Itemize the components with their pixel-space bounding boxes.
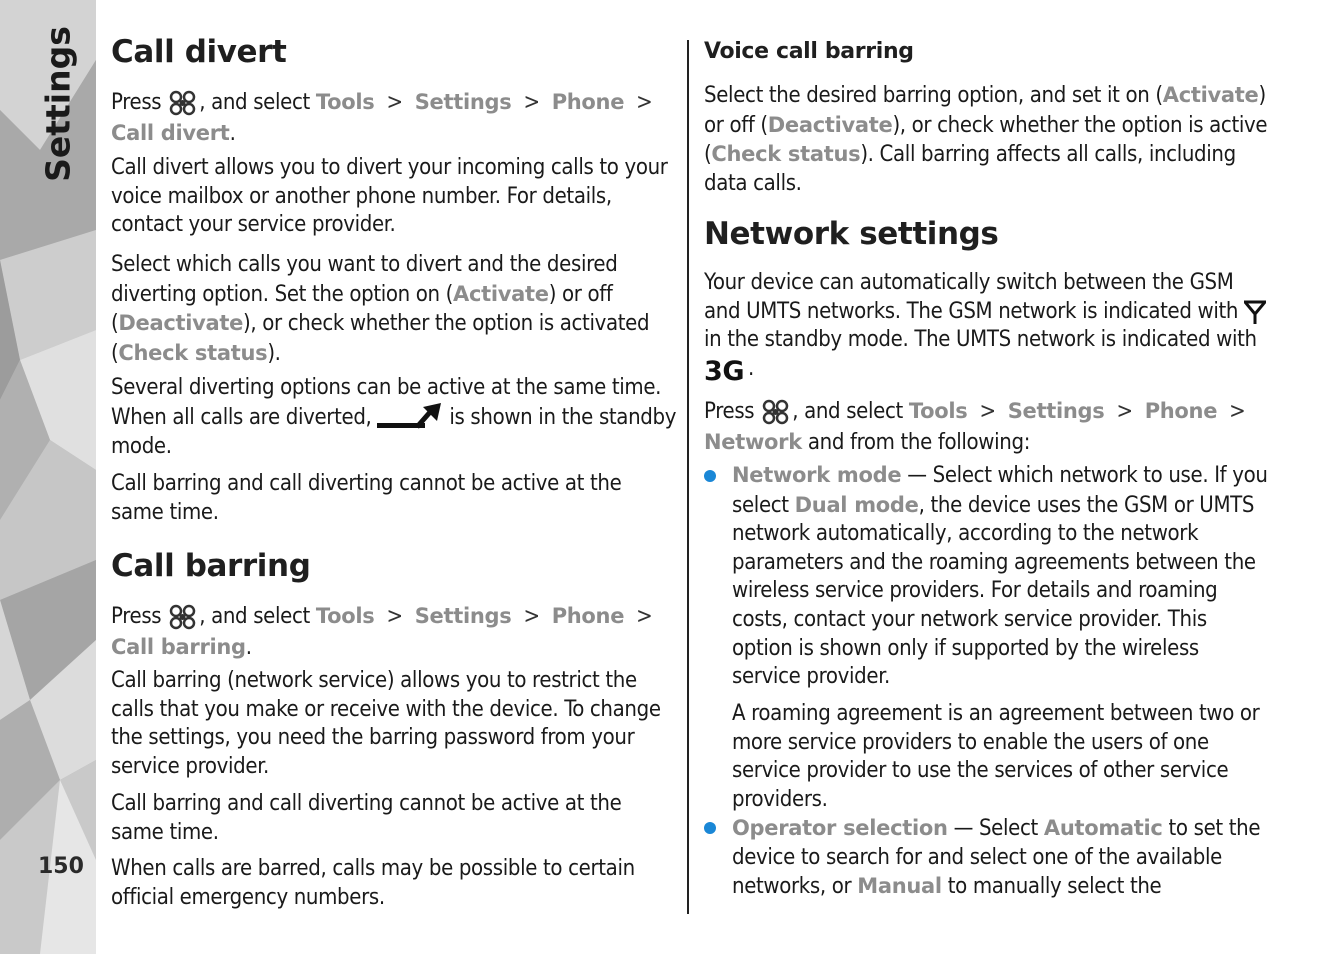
menu-network: Network (704, 430, 802, 454)
option-deactivate: Deactivate (118, 311, 244, 336)
menu-phone: Phone (551, 90, 625, 114)
menu-tools: Tools (315, 90, 375, 114)
path-separator: > (1116, 399, 1133, 424)
text-segment: ) or off ( (704, 83, 1266, 138)
menu-settings: Settings (1007, 399, 1105, 423)
text-segment: . (748, 355, 754, 381)
gsm-antenna-icon (1244, 300, 1266, 324)
menu-key-icon (167, 87, 199, 119)
bullet-icon (704, 822, 716, 834)
bullet-icon (704, 470, 716, 482)
network-mode-item (732, 461, 1270, 692)
path-separator: > (523, 90, 540, 115)
heading-network-settings: Network settings (704, 216, 999, 252)
text-segment: ), or check whether the option is active ( (704, 112, 1268, 168)
option-activate: Activate (1162, 83, 1259, 107)
call-divert-note: Call barring and call diverting cannot be active at the same time. (111, 471, 622, 525)
page-number: 150 (38, 854, 84, 879)
text-segment: ) or off ( (111, 281, 613, 337)
text-segment: — Select which network to use. If you select (732, 463, 1268, 518)
roaming-note: A roaming agreement is an agreement between two or more service providers to enable the users of one service provider to use the services of other service providers. (732, 701, 1260, 812)
network-menu-path (704, 396, 1270, 458)
operator-selection-item (732, 814, 1270, 902)
call-barring-note: Call barring and call diverting cannot be active at the same time. (111, 791, 622, 845)
menu-call-divert: Call divert (111, 121, 230, 145)
and-select-text: , and select (792, 399, 903, 424)
menu-phone: Phone (551, 604, 625, 628)
path-separator: > (979, 399, 996, 424)
text-segment: ). Call barring affects all calls, including data calls. (704, 142, 1236, 196)
menu-call-barring: Call barring (111, 635, 246, 659)
3g-icon (704, 355, 748, 383)
text-segment: and from the following: (807, 430, 1031, 455)
call-barring-intro: Call barring (network service) allows you to restrict the calls that you make or receive with the device. To change the settings, you need the barring password from your service provider. (111, 668, 661, 779)
call-barring-emergency-note: When calls are barred, calls may be possible to certain official emergency numbers. (111, 856, 635, 910)
call-barring-menu-path: Press , and select Tools > Settings > Phone > Call barring. (111, 601, 677, 663)
heading-voice-call-barring: Voice call barring (704, 39, 914, 64)
path-separator: > (386, 604, 403, 629)
text-segment: to set the device to search for and select one of the available networks, or (732, 816, 1261, 900)
column-divider (687, 40, 689, 914)
voice-call-barring-text (704, 81, 1270, 198)
menu-key-icon (760, 396, 792, 428)
press-text: Press (111, 604, 162, 629)
text-segment: in the standby mode. The UMTS network is indicated with (704, 327, 1257, 353)
menu-tools: Tools (908, 399, 968, 423)
svg-text:3G: 3G (704, 355, 745, 383)
option-check-status: Check status (118, 340, 268, 365)
text-segment: Select the desired barring option, and set it on ( (704, 83, 1163, 108)
text-segment: Several diverting options can be active at the same time. When all calls are diverted, (111, 375, 662, 430)
menu-tools: Tools (315, 604, 375, 628)
option-check-status: Check status (711, 142, 861, 167)
and-select-text: , and select (199, 90, 310, 115)
text-segment: is shown in the standby mode. (111, 404, 677, 459)
call-divert-options (111, 251, 677, 368)
option-activate: Activate (453, 281, 549, 306)
path-separator: > (386, 90, 403, 115)
call-divert-arrow-icon (377, 403, 443, 433)
section-title: Settings (38, 26, 78, 182)
text-segment: Your device can automatically switch between the GSM and UMTS networks. The GSM network is indicated with (704, 270, 1239, 324)
call-divert-intro: Call divert allows you to divert your incoming calls to your voice mailbox or another phone number. For details, contact your service provider. (111, 155, 668, 238)
path-separator: > (1229, 399, 1246, 424)
menu-settings: Settings (414, 604, 512, 628)
menu-settings: Settings (414, 90, 512, 114)
path-separator: > (523, 604, 540, 629)
text-segment: to manually select the (947, 874, 1162, 900)
option-dual-mode: Dual mode (794, 492, 919, 517)
menu-key-icon (167, 601, 199, 633)
press-text: Press (704, 399, 755, 424)
text-segment: ), or check whether the option is activated ( (111, 311, 650, 366)
network-intro (704, 269, 1270, 383)
option-manual: Manual (857, 874, 942, 899)
sidebar-decoration (0, 0, 96, 954)
menu-phone: Phone (1144, 399, 1218, 423)
text-segment: — Select (953, 816, 1038, 841)
text-segment: Select which calls you want to divert and the desired diverting option. Set the option on ( (111, 252, 618, 307)
call-divert-indicator-note (111, 374, 677, 461)
call-divert-menu-path: Press , and select Tools > Settings > Phone > Call divert. (111, 87, 677, 149)
option-deactivate: Deactivate (767, 112, 893, 137)
term-network-mode: Network mode (732, 463, 902, 487)
press-text: Press (111, 90, 162, 115)
text-segment: ). (267, 340, 281, 366)
term-operator-selection: Operator selection (732, 816, 948, 840)
text-segment: , the device uses the GSM or UMTS network automatically, according to the network parameters and the roaming agreements between the wireless service providers. For details and roaming costs, contact your network service provider. This option is shown only if supported by the wireless service provider. (732, 492, 1256, 690)
heading-call-barring: Call barring (111, 548, 311, 584)
and-select-text: , and select (199, 604, 310, 629)
option-automatic: Automatic (1043, 816, 1163, 840)
path-separator: > (636, 604, 653, 629)
path-separator: > (636, 90, 653, 115)
heading-call-divert: Call divert (111, 34, 287, 70)
